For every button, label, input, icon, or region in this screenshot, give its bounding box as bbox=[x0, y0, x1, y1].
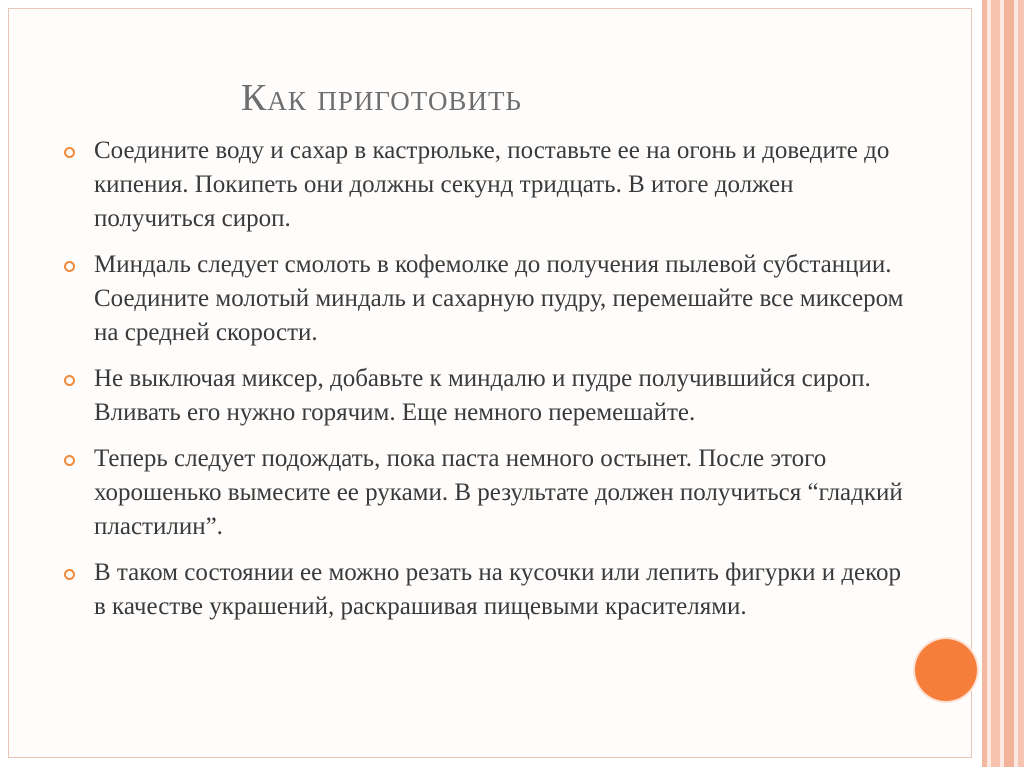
bullet-item bbox=[62, 248, 912, 350]
bullet-item bbox=[62, 362, 912, 430]
decorative-stripe bbox=[1018, 0, 1024, 767]
bullet-list bbox=[62, 134, 912, 636]
bullet-ring-icon bbox=[64, 455, 75, 466]
bullet-ring-icon bbox=[64, 261, 75, 272]
decorative-circle-icon bbox=[915, 639, 977, 701]
bullet-ring-icon bbox=[64, 147, 75, 158]
bullet-text: Теперь следует подождать, пока паста немного остынет. После этого хорошенько вымесите ее руками. В результате должен получиться “гладкий пластилин”. bbox=[94, 445, 903, 540]
bullet-text: Не выключая миксер, добавьте к миндалю и пудре получившийся сироп. Вливать его нужно горячим. Еще немного перемешайте. bbox=[94, 365, 871, 426]
bullet-ring-icon bbox=[64, 375, 75, 386]
bullet-text: Соедините воду и сахар в кастрюльке, поставьте ее на огонь и доведите до кипения. Покипеть они должны секунд тридцать. В итоге должен получиться сироп. bbox=[94, 137, 890, 232]
slide-title: Как приготовить bbox=[241, 77, 522, 119]
decorative-stripe bbox=[991, 0, 1000, 767]
decorative-stripe bbox=[1004, 0, 1014, 767]
bullet-text: В таком состоянии ее можно резать на кусочки или лепить фигурки и декор в качестве украшений, раскрашивая пищевыми красителями. bbox=[94, 559, 902, 620]
bullet-item bbox=[62, 556, 912, 624]
bullet-item bbox=[62, 134, 912, 236]
bullet-ring-icon bbox=[64, 569, 75, 580]
bullet-item bbox=[62, 442, 912, 544]
bullet-text: Миндаль следует смолоть в кофемолке до получения пылевой субстанции. Соедините молотый миндаль и сахарную пудру, перемешайте все миксером на средней скорости. bbox=[94, 251, 904, 346]
